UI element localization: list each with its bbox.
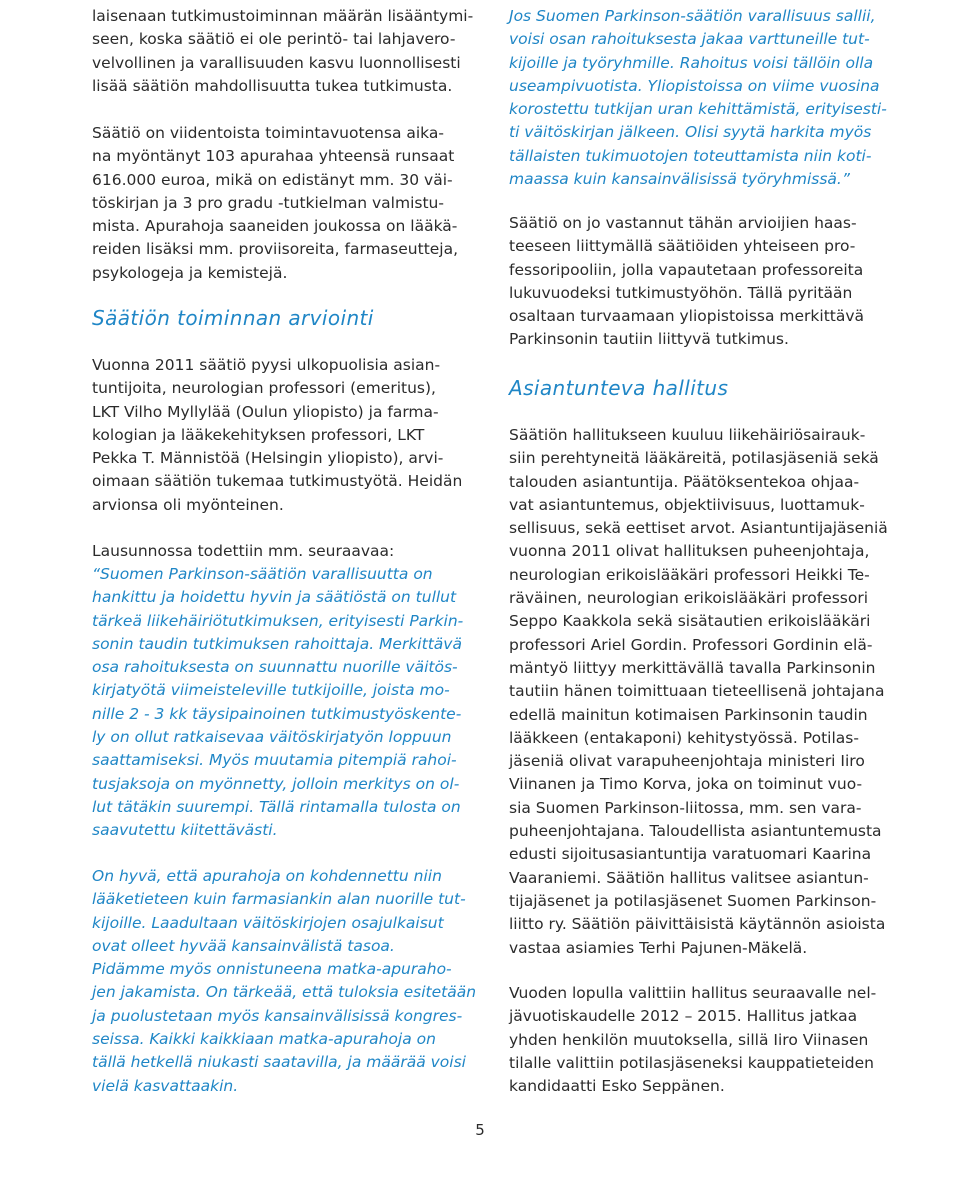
text-line: saavutettu kiitettävästi. <box>92 821 278 840</box>
text-line: tijajäsenet ja potilasjäsenet Suomen Parkinson- <box>509 891 877 910</box>
text-line: lääkkeen (entakaponi) kehitystyössä. Potilas- <box>509 728 859 747</box>
quote-statement-part1 <box>92 563 464 843</box>
text-line: Vaaraniemi. Säätiön hallitus valitsee asiantun- <box>509 868 869 887</box>
text-line: ti väitöskirjan jälkeen. Olisi syytä harkita myös <box>509 123 872 142</box>
text-line: sellisuus, sekä eettiset arvot. Asiantuntijajäseniä <box>509 519 888 538</box>
text-line: kijoille. Laadultaan väitöskirjojen osajulkaisut <box>92 913 444 932</box>
text-line: “Suomen Parkinson-säätiön varallisuutta on <box>92 565 433 583</box>
paragraph-new-board <box>509 982 877 1098</box>
text-line: teeseen liittymällä säätiöiden yhteiseen pro- <box>509 237 856 256</box>
text-line: fessoripooliin, jolla vapautetaan professoreita <box>509 260 864 279</box>
text-line: arvionsa oli myönteinen. <box>92 495 284 514</box>
text-line: Seppo Kaakkola sekä sisätautien erikoislääkäri <box>509 612 871 631</box>
paragraph-board-members <box>509 424 888 960</box>
text-line: edellä mainitun kotimaisen Parkinsonin taudin <box>509 705 868 724</box>
text-line: Vuonna 2011 säätiö pyysi ulkopuolisia asian- <box>92 356 441 374</box>
text-line: velvollinen ja varallisuuden kasvu luonnollisesti <box>92 53 461 72</box>
text-line: töskirjan ja 3 pro gradu -tutkielman valmistu- <box>92 193 444 212</box>
text-line: Säätiön hallitukseen kuuluu liikehäiriösairauk- <box>509 426 866 444</box>
text-line: ly on ollut ratkaisevaa väitöskirjatyön loppuun <box>92 728 452 747</box>
text-line: kijoille ja työryhmille. Rahoitus voisi tällöin olla <box>509 53 874 72</box>
text-line: räväinen, neurologian erikoislääkäri professori <box>509 589 869 608</box>
text-line: osaltaan turvaamaan yliopistoissa merkittävä <box>509 307 865 326</box>
text-line: Säätiö on jo vastannut tähän arvioijien haas- <box>509 214 857 232</box>
paragraph-evaluation <box>92 354 463 517</box>
text-line: puheenjohtajana. Taloudellista asiantuntemusta <box>509 822 882 841</box>
text-line: seissa. Kaikki kaikkiaan matka-apurahoja on <box>92 1030 436 1049</box>
text-line: oimaan säätiön tukemaa tutkimustyötä. Heidän <box>92 472 463 491</box>
text-line: neurologian erikoislääkäri professori Heikki Te- <box>509 565 870 584</box>
text-line: voisi osan rahoituksesta jakaa varttuneille tut- <box>509 30 870 49</box>
text-line: edusti sijoitusasiantuntija varatuomari Kaarina <box>509 845 872 864</box>
text-line: Viinanen ja Timo Korva, joka on toiminut vuo- <box>509 775 863 794</box>
text-line: talouden asiantuntija. Päätöksentekoa ohjaa- <box>509 472 860 491</box>
text-line: 616.000 euroa, mikä on edistänyt mm. 30 väi- <box>92 170 453 189</box>
text-line: tuntijoita, neurologian professori (emeritus), <box>92 379 436 398</box>
text-line: tusjaksoja on myönnetty, jolloin merkitys on ol- <box>92 774 460 793</box>
text-line: kandidaatti Esko Seppänen. <box>509 1077 725 1096</box>
text-line: korostettu tutkijan uran kehittämistä, erityisesti- <box>509 100 887 119</box>
text-line: ja puolustetaan myös kansainvälisissä kongres- <box>92 1006 463 1025</box>
paragraph-professor-pool <box>509 212 869 352</box>
text-line: jen jakamista. On tärkeää, että tuloksia esitetään <box>92 983 477 1002</box>
text-line: Säätiö on viidentoista toimintavuotensa aika- <box>92 124 444 142</box>
text-line: hankittu ja hoidettu hyvin ja säätiöstä on tullut <box>92 588 457 607</box>
text-line: lut tätäkin suurempi. Tällä rintamalla tulosta on <box>92 797 461 816</box>
text-line: Pekka T. Männistöä (Helsingin yliopisto), arvi- <box>92 449 444 468</box>
text-line: mista. Apurahoja saaneiden joukossa on lääkä- <box>92 217 458 236</box>
text-line: vielä kasvattaakin. <box>92 1076 239 1095</box>
text-line: Lausunnossa todettiin mm. seuraavaa: <box>92 542 395 560</box>
text-line: vastaa asiamies Terhi Pajunen-Mäkelä. <box>509 938 808 957</box>
text-line: lukuvuodeksi tutkimustyöhön. Tällä pyritään <box>509 283 853 302</box>
paragraph-grants-summary <box>92 122 459 285</box>
paragraph-statement-intro <box>92 540 454 563</box>
text-line: nille 2 - 3 kk täysipainoinen tutkimustyöskente- <box>92 704 462 723</box>
text-line: tilalle valittiin potilasjäseneksi kauppatieteiden <box>509 1053 874 1072</box>
text-line: sia Suomen Parkinson-liitossa, mm. sen vara- <box>509 798 862 817</box>
text-line: On hyvä, että apurahoja on kohdennettu niin <box>92 867 442 885</box>
text-line: jävuotiskaudelle 2012 – 2015. Hallitus jatkaa <box>509 1007 858 1026</box>
text-line: sonin taudin tutkimuksen rahoittaja. Merkittävä <box>92 634 462 653</box>
quote-statement-part3 <box>509 5 887 191</box>
section-heading-board: Asiantunteva hallitus <box>509 376 729 400</box>
text-line: tautiin hänen toimittuaan tieteellisenä johtajana <box>509 682 885 701</box>
text-line: vat asiantuntemus, objektiivisuus, luottamuk- <box>509 495 865 514</box>
text-line: tällä hetkellä niukasti saatavilla, ja määrää voisi <box>92 1053 466 1072</box>
text-line: Jos Suomen Parkinson-säätiön varallisuus sallii, <box>509 7 876 25</box>
text-line: LKT Vilho Myllylää (Oulun yliopisto) ja farma- <box>92 402 439 421</box>
text-line: mäntyö liittyy merkittävällä tavalla Parkinsonin <box>509 658 876 677</box>
quote-statement-part2 <box>92 865 477 1098</box>
text-line: useampivuotista. Yliopistoissa on viime vuosina <box>509 76 880 95</box>
text-line: kirjatyötä viimeisteleville tutkijoille, joista mo- <box>92 681 450 700</box>
text-line: Vuoden lopulla valittiin hallitus seuraavalle nel- <box>509 984 877 1002</box>
text-line: reiden lisäksi mm. proviisoreita, farmaseutteja, <box>92 240 459 259</box>
text-line: saattamiseksi. Myös muutamia pitempiä rahoi- <box>92 751 457 770</box>
text-line: lääketieteen kuin farmasiankin alan nuorille tut- <box>92 890 466 909</box>
text-line: na myöntänyt 103 apurahaa yhteensä runsaat <box>92 147 455 166</box>
text-line: kologian ja lääkekehityksen professori, LKT <box>92 425 425 444</box>
text-line: tällaisten tukimuotojen toteuttamista niin koti- <box>509 146 872 165</box>
text-line: professori Ariel Gordin. Professori Gordinin elä- <box>509 635 873 654</box>
text-line: tärkeä liikehäiriötutkimuksen, erityisesti Parkin- <box>92 611 464 630</box>
page-number: 5 <box>475 1121 485 1139</box>
text-line: laisenaan tutkimustoiminnan määrän lisääntymi- <box>92 7 474 25</box>
text-line: Parkinsonin tautiin liittyvä tutkimus. <box>509 330 789 349</box>
text-line: seen, koska säätiö ei ole perintö- tai lahjavero- <box>92 30 456 49</box>
text-line: maassa kuin kansainvälisissä työryhmissä.” <box>509 170 850 189</box>
text-line: lisää säätiön mahdollisuutta tukea tutkimusta. <box>92 76 453 95</box>
text-line: liitto ry. Säätiön päivittäisistä käytännön asioista <box>509 915 886 934</box>
text-line: ovat olleet hyvää kansainvälistä tasoa. <box>92 936 395 955</box>
text-line: vuonna 2011 olivat hallituksen puheenjohtaja, <box>509 542 870 561</box>
text-line: psykologeja ja kemistejä. <box>92 263 288 282</box>
paragraph-funding-growth <box>92 5 474 98</box>
text-line: osa rahoituksesta on suunnattu nuorille väitös- <box>92 658 458 677</box>
text-line: yhden henkilön muutoksella, sillä Iiro Viinasen <box>509 1030 869 1049</box>
section-heading-evaluation: Säätiön toiminnan arviointi <box>92 306 374 330</box>
text-line: siin perehtyneitä lääkäreitä, potilasjäseniä sekä <box>509 449 879 468</box>
text-line: Pidämme myös onnistuneena matka-apuraho- <box>92 960 452 979</box>
text-line: jäseniä olivat varapuheenjohtaja ministeri Iiro <box>509 752 865 771</box>
